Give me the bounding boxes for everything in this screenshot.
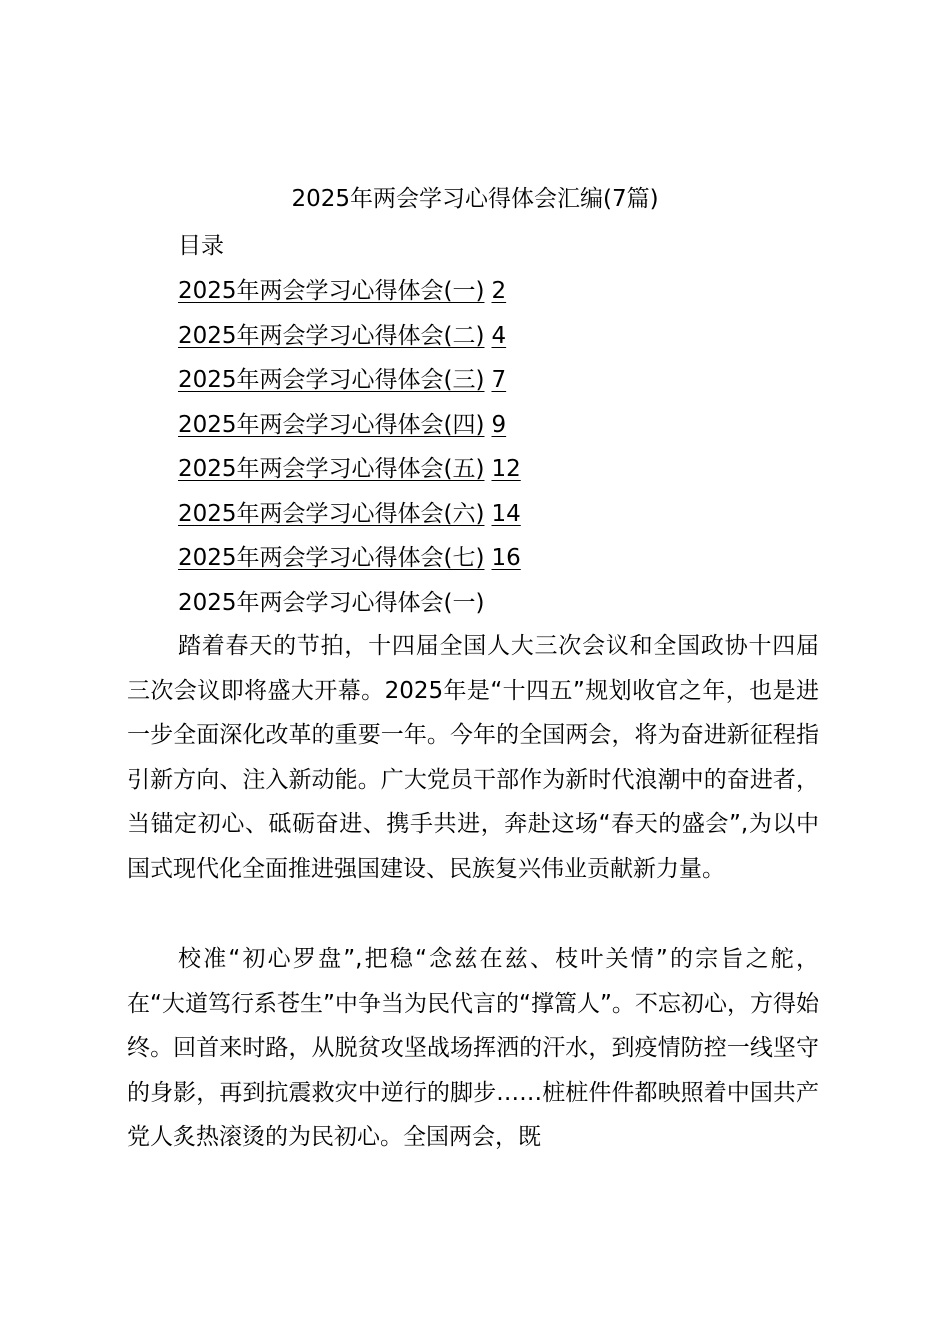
document-title: 2025年两会学习心得体会汇编(7篇)	[291, 186, 659, 212]
toc-link-1[interactable]	[178, 278, 506, 304]
body-paragraph-2: 校准“初心罗盘”,把稳“念兹在兹、枝叶关情”的宗旨之舵，在“大道笃行系苍生”中争当为民代言的“撑篙人”。不忘初心，方得始终。回首来时路，从脱贫攻坚战场挥洒的汗水，到疫情防控一线坚守的身影，再到抗震救灾中逆行的脚步……桩桩件件都映照着中国共产党人炙热滚烫的为民初心。全国两会，既	[127, 946, 819, 1151]
toc-entry-page: 4	[491, 322, 507, 349]
toc-entry-6	[178, 497, 521, 542]
section-heading: 2025年两会学习心得体会(一)	[178, 590, 485, 616]
toc-entry-4	[178, 408, 521, 453]
toc-link-7[interactable]	[178, 545, 521, 571]
toc-entry-label: 2025年两会学习心得体会(七)	[178, 545, 485, 571]
toc-entry-label: 2025年两会学习心得体会(一)	[178, 278, 485, 304]
toc-entry-2	[178, 319, 521, 364]
toc-entry-page: 14	[491, 500, 521, 527]
toc-link-3[interactable]	[178, 367, 506, 393]
toc-entry-page: 16	[491, 545, 521, 571]
toc-link-4[interactable]	[178, 412, 506, 438]
toc-entry-page: 2	[491, 278, 507, 304]
toc-entry-label: 2025年两会学习心得体会(四)	[178, 411, 485, 438]
toc-link-2[interactable]	[178, 323, 506, 349]
toc-entry-label: 2025年两会学习心得体会(五)	[178, 456, 485, 482]
toc-link-5[interactable]	[178, 456, 521, 482]
toc-entry-page: 9	[491, 411, 507, 438]
toc-entry-5	[178, 452, 521, 497]
toc-entry-label: 2025年两会学习心得体会(二)	[178, 322, 485, 349]
toc-entry-label: 2025年两会学习心得体会(三)	[178, 367, 485, 393]
toc-entry-label: 2025年两会学习心得体会(六)	[178, 500, 485, 527]
toc-entry-3	[178, 363, 521, 408]
toc-link-6[interactable]	[178, 501, 521, 527]
toc-heading: 目录	[178, 233, 224, 259]
toc-entry-1	[178, 274, 521, 319]
toc-entry-7	[178, 541, 521, 586]
toc-entry-page: 7	[491, 367, 507, 393]
toc-entry-page: 12	[491, 456, 521, 482]
table-of-contents	[178, 274, 521, 586]
body-paragraph-1: 踏着春天的节拍，十四届全国人大三次会议和全国政协十四届三次会议即将盛大开幕。2025年是“十四五”规划收官之年，也是进一步全面深化改革的重要一年。今年的全国两会，将为奋进新征程指引新方向、注入新动能。广大党员干部作为新时代浪潮中的奋进者，当锚定初心、砥砺奋进、携手共进，奔赴这场“春天的盛会”,为以中国式现代化全面推进强国建设、民族复兴伟业贡献新力量。	[127, 633, 819, 882]
